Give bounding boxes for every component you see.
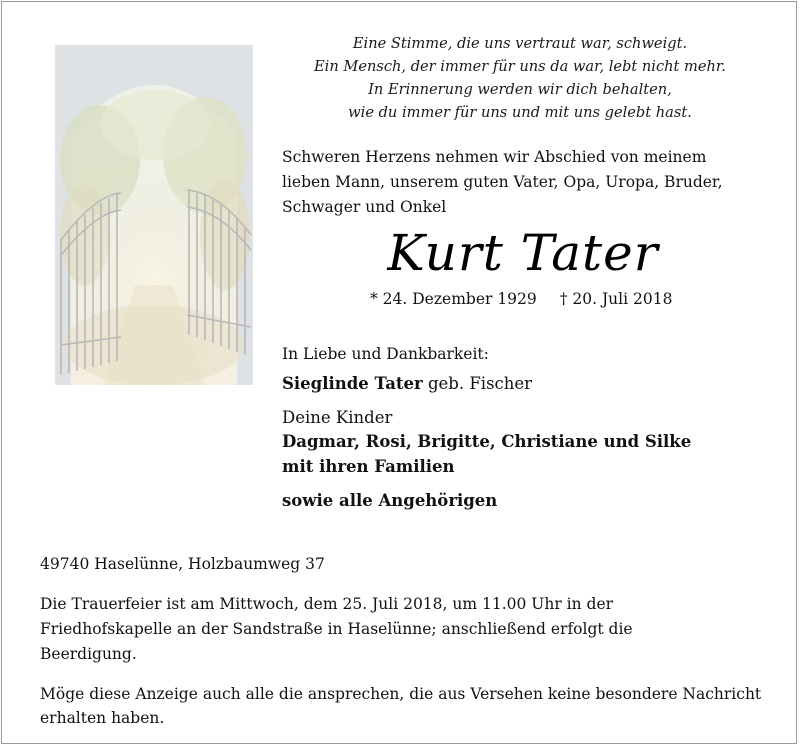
intro-line: Schweren Herzens nehmen wir Abschied von meinem xyxy=(282,148,707,166)
poem-line: Ein Mensch, der immer für uns da war, lebt nicht mehr. xyxy=(314,58,726,75)
service-info xyxy=(40,592,762,667)
garden-gate-image xyxy=(55,45,253,385)
service-line: Beerdigung. xyxy=(40,645,137,663)
children-label: Deine Kinder xyxy=(282,408,393,427)
intro-line: lieben Mann, unserem guten Vater, Opa, Uropa, Bruder, xyxy=(282,173,723,191)
address: 49740 Haselünne, Holzbaumweg 37 xyxy=(40,555,325,573)
life-dates xyxy=(370,290,690,308)
mourners xyxy=(282,344,762,512)
birth-date: * 24. Dezember 1929 xyxy=(370,290,537,308)
intro-text xyxy=(282,145,764,220)
poem xyxy=(300,32,740,124)
poem-line: wie du immer für uns und mit uns gelebt hast. xyxy=(348,104,692,121)
poem-line: In Erinnerung werden wir dich behalten, xyxy=(368,81,672,98)
closing-note xyxy=(40,682,762,730)
spouse xyxy=(282,373,762,395)
note-line: Möge diese Anzeige auch alle die ansprechen, die aus Versehen keine besondere Nachricht xyxy=(40,685,762,703)
service-line: Friedhofskapelle an der Sandstraße in Haselünne; anschließend erfolgt die xyxy=(40,620,633,638)
note-line: erhalten haben. xyxy=(40,709,165,727)
service-line: Die Trauerfeier ist am Mittwoch, dem 25. Juli 2018, um 11.00 Uhr in der xyxy=(40,595,614,613)
spouse-name: Sieglinde Tater xyxy=(282,374,423,393)
death-date: † 20. Juli 2018 xyxy=(559,290,673,308)
intro-line: Schwager und Onkel xyxy=(282,198,447,216)
spouse-maiden-name: geb. Fischer xyxy=(422,374,533,393)
children-families: mit ihren Familien xyxy=(282,457,455,476)
relatives: sowie alle Angehörigen xyxy=(282,491,498,510)
mourners-heading: In Liebe und Dankbarkeit: xyxy=(282,345,489,363)
deceased-name: Kurt Tater xyxy=(387,224,659,282)
poem-line: Eine Stimme, die uns vertraut war, schweigt. xyxy=(352,35,688,52)
children-names: Dagmar, Rosi, Brigitte, Christiane und Silke xyxy=(282,432,692,451)
